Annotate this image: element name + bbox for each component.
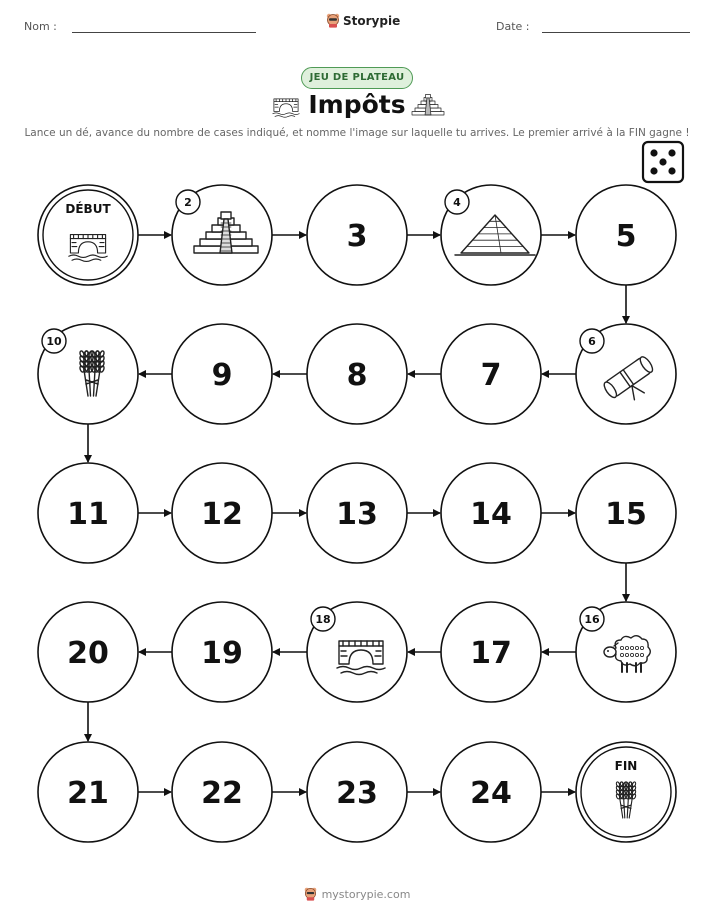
board-space	[441, 742, 541, 842]
svg-text:10: 10	[46, 335, 62, 348]
space-number: 21	[67, 776, 109, 811]
footer	[0, 887, 714, 901]
space-label: DÉBUT	[65, 202, 111, 216]
space-number: 23	[336, 776, 378, 811]
game-type-badge: JEU DE PLATEAU	[301, 67, 413, 89]
date-label: Date :	[496, 20, 530, 33]
space-label: FIN	[614, 759, 638, 773]
bridge-icon	[273, 99, 299, 117]
space-number-badge	[176, 190, 200, 214]
space-number: 13	[336, 497, 378, 532]
space-number: 20	[67, 636, 109, 671]
board-space	[576, 463, 676, 563]
board-space	[441, 602, 541, 702]
space-number: 11	[67, 497, 109, 532]
board-space	[576, 602, 676, 702]
board-space	[307, 742, 407, 842]
board-space	[172, 463, 272, 563]
board-space	[172, 185, 272, 285]
start-space	[38, 185, 138, 285]
board-space	[307, 324, 407, 424]
space-number: 22	[201, 776, 243, 811]
board-space	[441, 185, 541, 285]
finish-space	[576, 742, 676, 842]
space-number: 3	[346, 219, 368, 254]
board-space	[38, 602, 138, 702]
board-space	[441, 324, 541, 424]
space-number: 19	[201, 636, 243, 671]
board-space	[172, 742, 272, 842]
space-number: 14	[470, 497, 512, 532]
space-number: 9	[211, 358, 233, 393]
svg-text:2: 2	[184, 196, 192, 209]
board-space	[307, 463, 407, 563]
board-space	[576, 324, 676, 424]
bear-mascot-icon	[304, 887, 317, 901]
board-space	[576, 185, 676, 285]
svg-text:16: 16	[584, 613, 600, 626]
stepped-pyramid-icon	[412, 95, 444, 116]
board-space	[441, 463, 541, 563]
space-number: 8	[346, 358, 368, 393]
svg-text:6: 6	[588, 335, 596, 348]
space-number: 17	[470, 636, 512, 671]
board-space	[307, 185, 407, 285]
board-space	[307, 602, 407, 702]
board-space	[38, 742, 138, 842]
board-space	[38, 324, 138, 424]
space-number: 15	[605, 497, 647, 532]
instructions: Lance un dé, avance du nombre de cases indiqué, et nomme l'image sur laquelle tu arrives. Le premier arrivé à la FIN gagne !	[24, 127, 690, 139]
space-number-badge	[580, 607, 604, 631]
dice-icon	[643, 142, 683, 182]
space-number: 12	[201, 497, 243, 532]
space-number: 7	[480, 358, 502, 393]
space-number-badge	[445, 190, 469, 214]
space-number: 24	[470, 776, 512, 811]
space-number: 5	[615, 219, 637, 254]
space-number-badge	[311, 607, 335, 631]
name-label: Nom :	[24, 20, 57, 33]
svg-text:4: 4	[453, 196, 461, 209]
page-title: Impôts	[308, 90, 406, 119]
space-number-badge	[580, 329, 604, 353]
svg-text:18: 18	[315, 613, 331, 626]
space-number-badge	[42, 329, 66, 353]
footer-url: mystorypie.com	[321, 887, 411, 901]
board-space	[38, 463, 138, 563]
board-space	[172, 324, 272, 424]
board-space	[172, 602, 272, 702]
brand-name: Storypie	[343, 13, 401, 28]
